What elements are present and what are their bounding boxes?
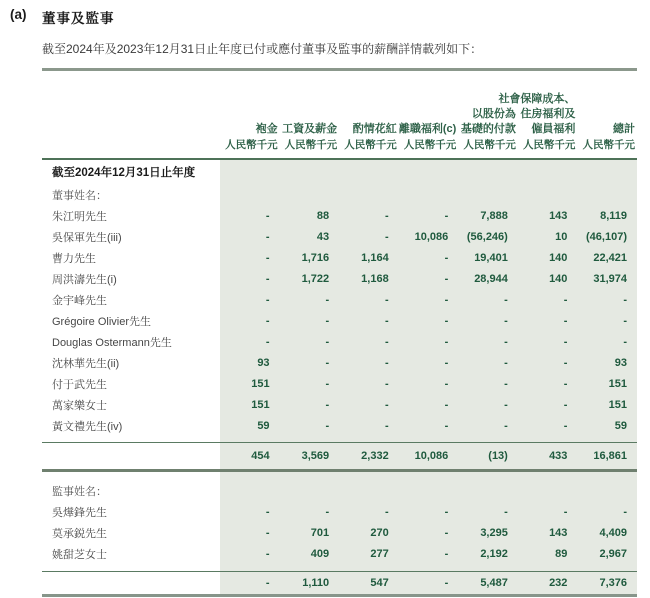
column-header-label: 酌情花紅 <box>352 123 397 135</box>
cell-value: - <box>444 293 449 306</box>
cell-value: - <box>504 335 508 348</box>
table-header <box>42 71 637 158</box>
column-header <box>225 122 278 153</box>
column-header-unit: 人民幣千元 <box>344 139 397 151</box>
column-header <box>282 122 337 153</box>
section-label: (a) <box>10 7 27 22</box>
column-header-unit: 人民幣千元 <box>225 139 278 151</box>
table-row <box>42 523 637 544</box>
cell-value: - <box>325 356 330 369</box>
section-title: 董事及監事 <box>42 11 115 26</box>
cell-value: 1,168 <box>361 272 389 285</box>
column-header-label: 以股份為 <box>471 108 516 120</box>
cell-value: - <box>265 230 270 243</box>
cell-value: 10,086 <box>414 230 449 243</box>
cell-value: (56,246) <box>466 230 508 243</box>
cell-value: 270 <box>370 527 389 539</box>
cell-value: 59 <box>257 419 270 432</box>
table-row <box>42 268 637 289</box>
cell-value: 3,295 <box>480 527 508 539</box>
row-label: 周洪濤先生(i) <box>52 273 117 286</box>
group-heading: 董事姓名： <box>52 189 107 202</box>
table-row <box>42 352 637 373</box>
column-header <box>399 122 456 153</box>
cell-value: 701 <box>310 527 330 539</box>
column-header-label: 住房福利及 <box>520 108 576 120</box>
cell-value: 31,974 <box>593 272 627 285</box>
table-bottom-rule <box>42 594 637 597</box>
row-label: 黃文禮先生(iv) <box>52 420 123 433</box>
row-label: 吳保軍先生(iii) <box>52 231 122 244</box>
cell-value: - <box>444 506 449 518</box>
cell-value: - <box>444 251 449 264</box>
cell-value: 1,722 <box>301 272 330 285</box>
cell-value: 10,086 <box>414 450 449 462</box>
cell-value: - <box>444 356 449 369</box>
table-row <box>42 481 637 502</box>
cell-value: - <box>444 576 449 589</box>
cell-value: 433 <box>549 450 568 462</box>
cell-value: 2,332 <box>361 450 389 462</box>
cell-value: - <box>444 419 449 432</box>
cell-value: - <box>563 314 568 327</box>
table-row <box>42 184 637 205</box>
cell-value: - <box>444 272 449 285</box>
table-row <box>42 373 637 394</box>
table-row <box>42 443 637 469</box>
table-row <box>42 331 637 352</box>
cell-value: 1,110 <box>302 576 330 589</box>
table-row <box>42 572 637 594</box>
column-header-unit: 人民幣千元 <box>463 139 516 151</box>
row-label: 萬家樂女士 <box>52 399 107 412</box>
cell-value: 151 <box>251 398 270 411</box>
cell-value: 547 <box>370 576 389 589</box>
cell-value: - <box>265 293 270 306</box>
cell-value: 5,487 <box>480 576 508 589</box>
cell-value: - <box>385 506 389 518</box>
cell-value: - <box>623 335 627 348</box>
cell-value: 409 <box>310 548 330 560</box>
cell-value: 2,967 <box>599 548 627 560</box>
cell-value: (13) <box>488 450 508 462</box>
cell-value: - <box>444 335 449 348</box>
cell-value: 232 <box>549 576 568 589</box>
cell-value: 140 <box>549 272 568 285</box>
cell-value: 2,192 <box>480 548 508 560</box>
row-label: 付于武先生 <box>52 378 107 391</box>
row-label: Douglas Ostermann先生 <box>52 336 172 349</box>
column-header-unit: 人民幣千元 <box>403 139 457 151</box>
cell-value: 140 <box>549 251 568 264</box>
spacer <box>42 472 637 481</box>
column-header <box>498 92 575 153</box>
column-header-label: 社會保障成本、 <box>498 93 576 105</box>
cell-value: - <box>325 506 330 518</box>
table-row <box>42 502 637 523</box>
cell-value: - <box>385 335 389 348</box>
table-row <box>42 160 637 184</box>
cell-value: - <box>325 377 330 390</box>
cell-value: - <box>623 506 627 518</box>
cell-value: 89 <box>555 548 568 560</box>
cell-value: 7,888 <box>480 209 508 222</box>
cell-value: 93 <box>614 356 627 369</box>
cell-value: - <box>563 377 568 390</box>
cell-value: - <box>325 398 330 411</box>
cell-value: 151 <box>608 398 627 411</box>
cell-value: 1,716 <box>301 251 330 264</box>
column-header-label: 僱員福利 <box>531 123 576 135</box>
remuneration-table <box>42 68 637 597</box>
cell-value: - <box>623 314 627 327</box>
cell-value: - <box>444 548 449 560</box>
cell-value: - <box>265 548 270 560</box>
cell-value: - <box>444 314 449 327</box>
cell-value: - <box>563 356 568 369</box>
period-heading: 截至2024年12月31日止年度 <box>52 167 196 179</box>
cell-value: - <box>385 398 389 411</box>
table-row <box>42 415 637 436</box>
row-label: 沈林華先生(ii) <box>52 357 120 370</box>
cell-value: - <box>265 527 270 539</box>
cell-value: - <box>325 419 330 432</box>
cell-value: - <box>563 293 568 306</box>
cell-value: - <box>265 335 270 348</box>
cell-value: - <box>325 293 330 306</box>
cell-value: - <box>563 398 568 411</box>
cell-value: - <box>385 356 389 369</box>
cell-value: - <box>563 419 568 432</box>
group-heading: 監事姓名： <box>52 486 107 498</box>
intro-text: 截至2024年及2023年12月31日止年度已付或應付董事及監事的薪酬詳情載列如下： <box>42 42 483 56</box>
cell-value: 28,944 <box>474 272 508 285</box>
cell-value: - <box>385 314 389 327</box>
row-label: 吳燁鋒先生 <box>52 507 107 519</box>
cell-value: - <box>265 314 270 327</box>
cell-value: 22,421 <box>593 251 627 264</box>
cell-value: - <box>444 209 449 222</box>
cell-value: - <box>265 576 270 589</box>
column-header-label: 基礎的付款 <box>460 123 516 135</box>
cell-value: 151 <box>251 377 270 390</box>
table-row <box>42 226 637 247</box>
cell-value: - <box>265 209 270 222</box>
column-header-label: 工資及薪金 <box>282 123 338 135</box>
cell-value: 454 <box>251 450 270 462</box>
cell-value: - <box>444 398 449 411</box>
cell-value: - <box>504 419 508 432</box>
cell-value: 16,861 <box>593 450 627 462</box>
cell-value: 19,401 <box>474 251 508 264</box>
row-label: Grégoire Olivier先生 <box>52 315 152 328</box>
table-body <box>42 160 637 594</box>
cell-value: - <box>265 272 270 285</box>
cell-value: - <box>325 335 330 348</box>
column-header-label: 離職福利(c) <box>398 123 457 135</box>
table-row <box>42 289 637 310</box>
cell-value: - <box>504 356 508 369</box>
cell-value: - <box>504 314 508 327</box>
row-label: 莫承鋭先生 <box>52 528 107 540</box>
cell-value: - <box>385 419 389 432</box>
cell-value: - <box>504 377 508 390</box>
column-header-unit: 人民幣千元 <box>582 139 635 151</box>
row-label: 曹力先生 <box>52 252 96 265</box>
table-row <box>42 247 637 268</box>
cell-value: 151 <box>608 377 627 390</box>
column-header-label: 袍金 <box>255 123 278 135</box>
table-row <box>42 205 637 226</box>
column-header-unit: 人民幣千元 <box>284 139 338 151</box>
cell-value: - <box>504 398 508 411</box>
cell-value: - <box>623 293 627 306</box>
column-header <box>344 122 397 153</box>
cell-value: 10 <box>555 230 568 243</box>
cell-value: (46,107) <box>586 230 627 243</box>
cell-value: 4,409 <box>599 527 627 539</box>
section-heading <box>0 0 650 27</box>
column-header-label: 總計 <box>613 123 635 135</box>
cell-value: 143 <box>549 527 568 539</box>
row-label: 金宇峰先生 <box>52 294 107 307</box>
table-row <box>42 394 637 415</box>
cell-value: 8,119 <box>600 209 627 222</box>
cell-value: - <box>265 506 270 518</box>
cell-value: 88 <box>316 209 330 222</box>
cell-value: - <box>385 230 389 243</box>
cell-value: - <box>563 335 568 348</box>
cell-value: 3,569 <box>301 450 330 462</box>
column-header <box>583 122 636 153</box>
cell-value: - <box>385 377 389 390</box>
cell-value: - <box>325 314 330 327</box>
cell-value: - <box>265 251 270 264</box>
cell-value: - <box>504 293 508 306</box>
cell-value: - <box>385 293 389 306</box>
cell-value: 43 <box>316 230 330 243</box>
table-row <box>42 310 637 331</box>
row-label: 朱江明先生 <box>52 210 107 223</box>
cell-value: - <box>444 527 449 539</box>
cell-value: - <box>385 209 389 222</box>
column-header-unit: 人民幣千元 <box>522 139 576 151</box>
cell-value: 59 <box>614 419 627 432</box>
cell-value: 143 <box>549 209 568 222</box>
cell-value: 7,376 <box>599 576 627 589</box>
cell-value: - <box>444 377 449 390</box>
row-label: 姚甜芝女士 <box>52 549 107 561</box>
cell-value: - <box>563 506 568 518</box>
cell-value: 1,164 <box>361 251 389 264</box>
cell-value: - <box>504 506 508 518</box>
table-row <box>42 544 637 565</box>
cell-value: 93 <box>257 356 270 369</box>
cell-value: 277 <box>370 548 389 560</box>
